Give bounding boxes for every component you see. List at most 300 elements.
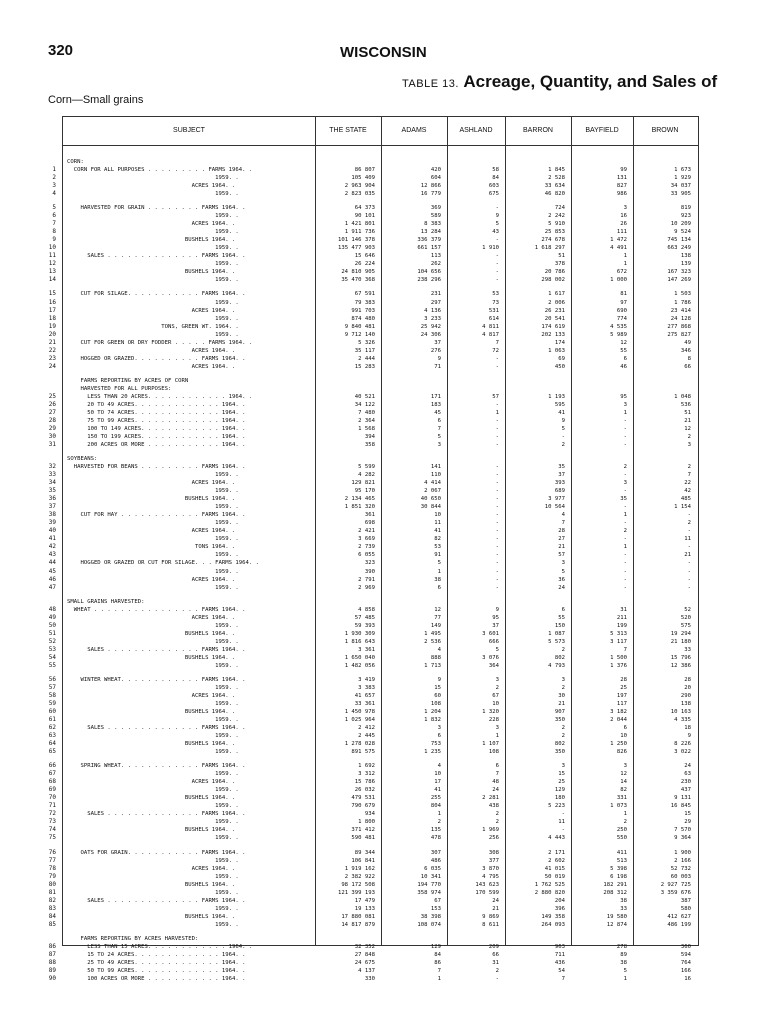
table-row: [63, 975, 696, 983]
cell-value: 2 134 465: [344, 496, 375, 503]
cell-value: -: [495, 528, 499, 535]
cell-value: 12: [434, 606, 441, 613]
cell-value: 393: [554, 480, 565, 487]
cell-value: 21: [558, 544, 565, 551]
cell-value: 2 067: [424, 488, 441, 495]
cell-value: 67: [434, 897, 441, 904]
cell-value: 11: [684, 536, 691, 543]
row-number: 22: [48, 346, 56, 354]
cell-value: 3 117: [610, 638, 627, 645]
cell-value: 194 770: [417, 881, 441, 888]
cell-value: 9 840 481: [344, 323, 375, 330]
cell-value: 550: [616, 835, 627, 842]
cell-value: 437: [680, 787, 691, 794]
row-number: 45: [48, 567, 56, 575]
row-subject: 1959. .: [67, 568, 239, 575]
cell-value: 3 977: [548, 496, 565, 503]
cell-value: 10: [434, 771, 441, 778]
row-number: [40, 598, 56, 606]
table-row: [63, 959, 696, 967]
cell-value: 29: [684, 819, 691, 826]
cell-value: 52 732: [670, 865, 691, 872]
table-row: [63, 794, 696, 802]
row-number: 86: [48, 942, 56, 950]
table-row: [63, 276, 696, 284]
cell-value: 2: [495, 684, 499, 691]
table-row: [63, 220, 696, 228]
cell-value: 486: [430, 857, 441, 864]
row-subject: 1959. .: [67, 717, 239, 724]
row-subject: 1959. .: [67, 819, 239, 826]
cell-value: 2: [561, 725, 565, 732]
cell-value: 3 076: [482, 654, 499, 661]
table-row: [63, 622, 696, 630]
cell-value: 20: [684, 684, 691, 691]
cell-value: 690: [616, 307, 627, 314]
cell-value: 38 398: [420, 913, 441, 920]
cell-value: 37: [558, 472, 565, 479]
cell-value: 1 500: [610, 654, 627, 661]
table-row: [63, 535, 696, 543]
cell-value: 1 930 309: [344, 630, 375, 637]
row-number: 17: [48, 306, 56, 314]
cell-value: 2 528: [548, 175, 565, 182]
cell-value: 790 679: [351, 803, 375, 810]
cell-value: 3: [561, 763, 565, 770]
cell-value: 12 866: [420, 183, 441, 190]
cell-value: -: [623, 560, 627, 567]
cell-value: 3: [495, 676, 499, 683]
cell-value: 298 002: [541, 277, 565, 284]
cell-value: 4 491: [610, 245, 627, 252]
cell-value: 764: [680, 959, 691, 966]
cell-value: -: [495, 253, 499, 260]
cell-value: 28: [558, 528, 565, 535]
row-subject: BUSHELS 1964. .: [67, 269, 236, 276]
cell-value: 90 101: [354, 213, 375, 220]
cell-value: 135 477 903: [337, 245, 375, 252]
table-row: [63, 614, 696, 622]
table-row: [63, 417, 696, 425]
table-row: [63, 598, 696, 606]
cell-value: 228: [488, 717, 499, 724]
row-subject: 1959. .: [67, 331, 239, 338]
row-subject: ACRES 1964. .: [67, 779, 236, 786]
cell-value: 3 022: [674, 749, 691, 756]
row-number: 32: [48, 463, 56, 471]
cell-value: 129 821: [351, 480, 375, 487]
cell-value: 412 627: [667, 913, 691, 920]
cell-value: 1 073: [610, 803, 627, 810]
cell-value: 1 063: [548, 347, 565, 354]
cell-value: 5 223: [548, 803, 565, 810]
row-number: 35: [48, 487, 56, 495]
cell-value: 2: [437, 819, 441, 826]
row-subject: LESS THAN 20 ACRES. . . . . . . . . . . . 1964. .: [67, 393, 253, 400]
cell-value: 358 974: [417, 889, 441, 896]
cell-value: 2 444: [358, 355, 375, 362]
cell-value: 2 242: [548, 213, 565, 220]
cell-value: 4 811: [482, 323, 499, 330]
cell-value: 35 117: [354, 347, 375, 354]
cell-value: 804: [430, 803, 441, 810]
cell-value: 10 341: [420, 873, 441, 880]
row-number: 52: [48, 637, 56, 645]
row-number: 36: [48, 495, 56, 503]
row-number: 83: [48, 904, 56, 912]
row-number: 51: [48, 629, 56, 637]
cell-value: 141: [430, 464, 441, 471]
table-row: [63, 568, 696, 576]
cell-value: 57: [492, 393, 499, 400]
table-row: [63, 873, 696, 881]
cell-value: 35: [620, 496, 627, 503]
cell-value: 6: [623, 355, 627, 362]
row-subject: BUSHELS 1964. .: [67, 237, 236, 244]
row-subject: 1959. .: [67, 835, 239, 842]
table-row: [63, 228, 696, 236]
cell-value: 18: [684, 725, 691, 732]
cell-value: 108 074: [417, 921, 441, 928]
cell-value: 113: [430, 253, 441, 260]
cell-value: 4 137: [358, 967, 375, 974]
cell-value: 5 313: [610, 630, 627, 637]
cell-value: 9: [561, 417, 565, 424]
row-subject: 1959. .: [67, 662, 239, 669]
row-subject: WINTER WHEAT. . . . . . . . . . . . FARMS 1964. .: [67, 676, 246, 683]
row-subject: 25 TO 49 ACRES. . . . . . . . . . . . . 1964. .: [67, 959, 246, 966]
cell-value: 1 816 643: [344, 638, 375, 645]
cell-value: 27 848: [354, 951, 375, 958]
cell-value: 2 166: [674, 857, 691, 864]
row-subject: 50 TO 99 ACRES. . . . . . . . . . . . . 1964. .: [67, 967, 246, 974]
cell-value: 31: [620, 606, 627, 613]
cell-value: 336 379: [417, 237, 441, 244]
cell-value: 3: [495, 725, 499, 732]
row-subject: SALES . . . . . . . . . . . . . . FARMS 1964. .: [67, 811, 246, 818]
cell-value: 22: [684, 480, 691, 487]
row-number: 90: [48, 974, 56, 982]
cell-value: 350: [554, 717, 565, 724]
cell-value: 2: [687, 434, 691, 440]
cell-value: 53: [434, 544, 441, 551]
cell-value: 2: [495, 967, 499, 974]
row-number: 53: [48, 645, 56, 653]
cell-value: 595: [554, 401, 565, 408]
table-row: [63, 943, 696, 951]
cell-value: 4: [437, 646, 441, 653]
cell-value: 143 623: [475, 881, 499, 888]
table-row: [63, 740, 696, 748]
cell-value: 17 479: [354, 897, 375, 904]
row-number: 23: [48, 354, 56, 362]
row-number: 87: [48, 950, 56, 958]
cell-value: 1 154: [674, 504, 691, 511]
cell-value: 95: [620, 393, 627, 400]
row-number: 70: [48, 794, 56, 802]
table-row: [63, 732, 696, 740]
row-numbers: [40, 158, 56, 983]
cell-value: 934: [364, 811, 375, 818]
cell-value: -: [561, 434, 565, 440]
cell-value: 2: [687, 464, 691, 471]
row-number: 59: [48, 699, 56, 707]
cell-value: 891 575: [351, 749, 375, 756]
cell-value: 67: [492, 692, 499, 699]
row-number: 29: [48, 424, 56, 432]
cell-value: 50 019: [544, 873, 565, 880]
cell-value: 82: [620, 787, 627, 794]
table-row: [63, 260, 696, 268]
row-subject: ACRES 1964. .: [67, 347, 236, 354]
row-number: 14: [48, 276, 56, 284]
cell-value: 24 306: [420, 331, 441, 338]
cell-value: 16: [684, 975, 691, 982]
cell-value: 2 880 820: [534, 889, 565, 896]
row-subject: 1959. .: [67, 261, 239, 268]
cell-value: 1 851 320: [344, 504, 375, 511]
table-row: [63, 174, 696, 182]
cell-value: 89 344: [354, 849, 375, 856]
cell-value: 21: [684, 552, 691, 559]
cell-value: 149: [430, 622, 441, 629]
row-number: 48: [48, 605, 56, 613]
cell-value: 15 786: [354, 779, 375, 786]
cell-value: 209: [488, 943, 499, 950]
row-number: 13: [48, 268, 56, 276]
cell-value: 106 841: [351, 857, 375, 864]
row-subject: 1959. .: [67, 488, 239, 495]
row-number: [40, 385, 56, 393]
cell-value: 33 905: [670, 191, 691, 198]
cell-value: 377: [488, 857, 499, 864]
table-row: [63, 716, 696, 724]
cell-value: 3: [623, 205, 627, 212]
cell-value: 1: [437, 568, 441, 575]
cell-value: 531: [488, 307, 499, 314]
cell-value: 2 823 035: [344, 191, 375, 198]
cell-value: 25: [620, 684, 627, 691]
cell-value: 6 198: [610, 873, 627, 880]
table-row: [63, 339, 696, 347]
cell-value: 1 087: [548, 630, 565, 637]
cell-value: -: [495, 576, 499, 583]
cell-value: 3 233: [424, 315, 441, 322]
cell-value: -: [495, 584, 499, 591]
cell-value: 15: [558, 771, 565, 778]
cell-value: 1 450 978: [344, 709, 375, 715]
row-subject: 200 ACRES OR MORE . . . . . . . . . . . 1964. .: [67, 442, 246, 449]
cell-value: 25: [558, 779, 565, 786]
table-row: [63, 865, 696, 873]
cell-value: -: [495, 568, 499, 575]
cell-value: -: [495, 425, 499, 432]
cell-value: 202 133: [541, 331, 565, 338]
table-row: [63, 786, 696, 794]
row-subject: HARVESTED FOR GRAIN . . . . . . . . FARMS 1964. .: [67, 205, 246, 212]
cell-value: 1 969: [482, 827, 499, 834]
cell-value: 36: [558, 576, 565, 583]
cell-value: 9: [687, 733, 691, 740]
row-number: 56: [48, 675, 56, 683]
cell-value: 6: [437, 584, 441, 591]
cell-value: 1 376: [610, 662, 627, 669]
cell-value: 5: [437, 434, 441, 440]
row-subject: 1959. .: [67, 873, 239, 880]
row-number: 21: [48, 338, 56, 346]
cell-value: 16 779: [420, 191, 441, 198]
cell-value: 12: [620, 339, 627, 346]
cell-value: 8 383: [424, 221, 441, 228]
cell-value: 73: [492, 299, 499, 306]
cell-value: 72: [492, 347, 499, 354]
cell-value: 2 536: [424, 638, 441, 645]
cell-value: -: [495, 536, 499, 543]
cell-value: 15: [434, 684, 441, 691]
table-row: [63, 826, 696, 834]
cell-value: 2 382 922: [344, 873, 375, 880]
cell-value: 589: [430, 213, 441, 220]
cell-value: 89: [620, 951, 627, 958]
cell-value: 396: [554, 905, 565, 912]
table-row: [63, 315, 696, 323]
cell-value: 182 291: [603, 881, 627, 888]
table-row: [63, 268, 696, 276]
cell-value: 7: [495, 771, 499, 778]
cell-value: -: [495, 480, 499, 487]
table-row: [63, 834, 696, 842]
cell-value: 101 146 378: [337, 237, 375, 244]
cell-value: 147 269: [667, 277, 691, 284]
cell-value: 361: [364, 512, 375, 519]
row-subject: 1959. .: [67, 213, 239, 220]
cell-value: 91: [434, 552, 441, 559]
table-row: [63, 849, 696, 857]
row-number: 77: [48, 856, 56, 864]
cell-value: 55: [558, 614, 565, 621]
cell-value: 40 650: [420, 496, 441, 503]
cell-value: 208 312: [603, 889, 627, 896]
cell-value: 52: [684, 606, 691, 613]
row-subject: 100 TO 149 ACRES. . . . . . . . . . . . 1964. .: [67, 425, 246, 432]
cell-value: 5 910: [548, 221, 565, 228]
cell-value: 5: [623, 967, 627, 974]
cell-value: 139: [680, 261, 691, 268]
cell-value: 666: [488, 638, 499, 645]
cell-value: 1: [623, 811, 627, 818]
cell-value: 41: [558, 409, 565, 416]
cell-value: 2: [561, 733, 565, 740]
cell-value: 827: [616, 183, 627, 190]
cell-value: 33 634: [544, 183, 565, 190]
table-row: [63, 244, 696, 252]
cell-value: 986: [616, 191, 627, 198]
cell-value: 95 170: [354, 488, 375, 495]
row-subject: HARVESTED FOR BEANS . . . . . . . . . FARMS 1964. .: [67, 464, 246, 471]
cell-value: 48: [492, 779, 499, 786]
cell-value: -: [687, 560, 691, 567]
row-subject: 75 TO 99 ACRES. . . . . . . . . . . . . 1964. .: [67, 417, 246, 424]
cell-value: 6: [623, 725, 627, 732]
cell-value: 14 817 879: [341, 921, 375, 928]
cell-value: 24 128: [670, 315, 691, 322]
cell-value: 3 601: [482, 630, 499, 637]
table-row: [63, 646, 696, 654]
cell-value: 378: [554, 261, 565, 268]
cell-value: 111: [616, 229, 627, 236]
table-row: [63, 676, 696, 684]
cell-value: 108: [430, 700, 441, 707]
cell-value: 121 399 193: [337, 889, 375, 896]
cell-value: 4 282: [358, 472, 375, 479]
row-subject: 1959. .: [67, 700, 239, 707]
cell-value: 1 472: [610, 237, 627, 244]
cell-value: 59 393: [354, 622, 375, 629]
row-subject: CORN:: [67, 159, 84, 165]
cell-value: 1 929: [674, 175, 691, 182]
row-subject: 1959. .: [67, 749, 239, 756]
cell-value: -: [495, 472, 499, 479]
cell-value: 24 810 905: [341, 269, 375, 276]
cell-value: -: [687, 512, 691, 519]
row-number: 5: [52, 204, 56, 212]
cell-value: 387: [680, 897, 691, 904]
table-row: [63, 692, 696, 700]
cell-value: 15 646: [354, 253, 375, 260]
row-subject: 1959. .: [67, 787, 239, 794]
cell-value: 66: [684, 363, 691, 370]
table-row: [63, 810, 696, 818]
cell-value: 3 312: [358, 771, 375, 778]
cell-value: 49: [684, 339, 691, 346]
row-subject: 1959. .: [67, 520, 239, 527]
cell-value: 1 713: [424, 662, 441, 669]
cell-value: 11: [558, 819, 565, 826]
cell-value: 2 445: [358, 733, 375, 740]
row-subject: CUT FOR GREEN OR DRY FODDER . . . . . FARMS 1964. .: [67, 339, 253, 346]
cell-value: 4 795: [482, 873, 499, 880]
cell-value: 9: [495, 606, 499, 613]
cell-value: 2 006: [548, 299, 565, 306]
cell-value: 2 969: [358, 584, 375, 591]
cell-value: 6: [437, 733, 441, 740]
cell-value: 2 364: [358, 417, 375, 424]
row-number: 6: [52, 212, 56, 220]
row-number: 30: [48, 433, 56, 440]
cell-value: 250: [616, 827, 627, 834]
cell-value: -: [495, 520, 499, 527]
cell-value: 37: [434, 339, 441, 346]
table-row: [63, 323, 696, 331]
cell-value: 129: [430, 943, 441, 950]
row-subject: BUSHELS 1964. .: [67, 795, 236, 802]
cell-value: 1 421 801: [344, 221, 375, 228]
row-number: 61: [48, 716, 56, 724]
cell-value: 27: [558, 536, 565, 543]
row-subject: SOYBEANS:: [67, 456, 98, 463]
row-subject: 1959. .: [67, 472, 239, 479]
cell-value: 3: [437, 442, 441, 449]
table-row: [63, 630, 696, 638]
row-number: 7: [52, 220, 56, 228]
cell-value: 5: [561, 568, 565, 575]
cell-value: 199: [616, 622, 627, 629]
cell-value: 6 035: [424, 865, 441, 872]
cell-value: 1 278 028: [344, 741, 375, 748]
cell-value: 308: [488, 849, 499, 856]
row-number: 84: [48, 912, 56, 920]
cell-value: 1 482 056: [344, 662, 375, 669]
